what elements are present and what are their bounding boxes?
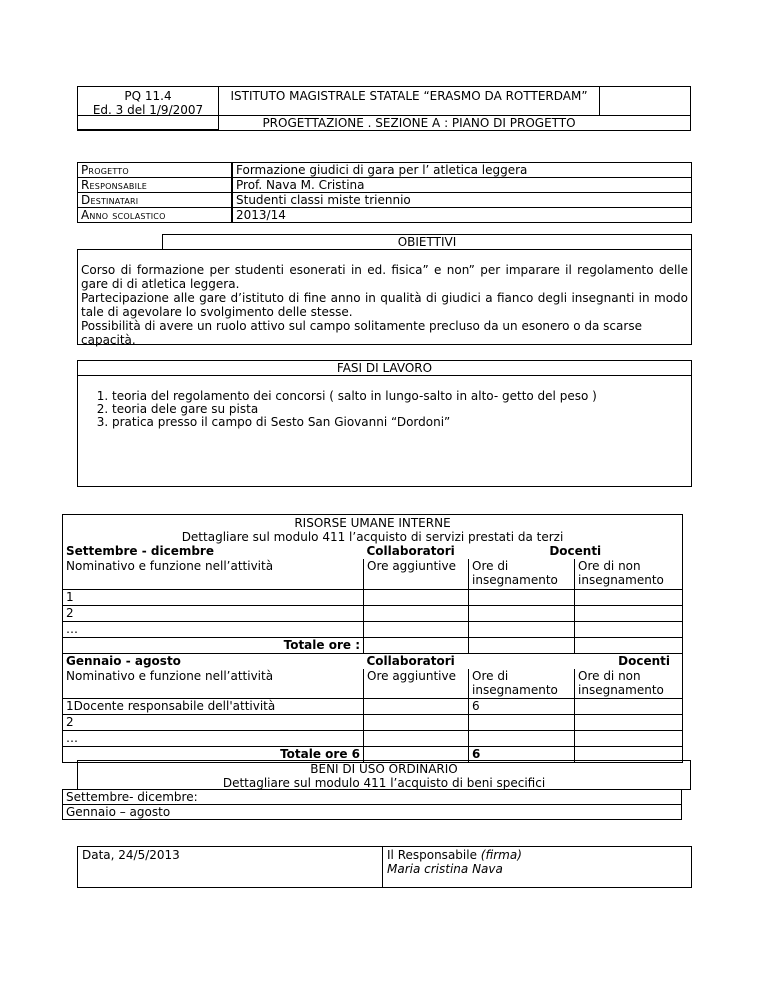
table-row: 1Docente responsabile dell'attività xyxy=(63,699,364,715)
header-edition: Ed. 3 del 1/9/2007 xyxy=(92,103,204,117)
footer-signature-name: Maria cristina Nava xyxy=(387,862,503,876)
goods-subtitle: Dettagliare sul modulo 411 l’acquisto di beni specifici xyxy=(222,776,546,790)
value-responsabile: Prof. Nava M. Cristina xyxy=(233,178,692,193)
label-responsabile: Responsabile xyxy=(78,178,232,193)
hr-title-cell xyxy=(63,515,683,545)
footer-responsible xyxy=(387,848,687,862)
hr-title: RISORSE UMANE INTERNE xyxy=(294,516,451,530)
period2-ore-insegnamento: Ore di insegnamento xyxy=(469,669,575,699)
goods-title: BENI DI USO ORDINARIO xyxy=(310,762,458,776)
period1-collaboratori: Collaboratori xyxy=(366,544,455,558)
label-anno-scolastico: Anno scolastico xyxy=(78,208,232,223)
phase-item: 1. teoria del regolamento dei concorsi ( salto in lungo-salto in alto- getto del peso ) xyxy=(112,390,691,403)
header-institute-cell xyxy=(218,86,600,116)
period1-ore-non-insegnamento: Ore di non insegnamento xyxy=(575,559,683,589)
objectives-paragraph: Partecipazione alle gare d’istituto di fine anno in qualità di giudici a fianco degli insegnanti in modo tale di agevolare lo svolgimento delle stesse. xyxy=(81,291,688,319)
value-progetto: Formazione giudici di gara per l’ atletica leggera xyxy=(233,163,692,178)
human-resources-table xyxy=(62,514,683,763)
value-anno-scolastico: 2013/14 xyxy=(233,208,692,223)
period2-row1-ins: 6 xyxy=(469,699,575,715)
footer-signature-note: (firma) xyxy=(480,848,522,862)
phases-box xyxy=(77,375,692,487)
phase-item: 3. pratica presso il campo di Sesto San Giovanni “Dordoni” xyxy=(112,416,691,429)
table-row: … xyxy=(63,731,364,747)
value-destinatari: Studenti classi miste triennio xyxy=(233,193,692,208)
hr-subtitle: Dettagliare sul modulo 411 l’acquisto di servizi prestati da terzi xyxy=(181,530,564,544)
phases-list xyxy=(78,390,691,429)
period2-label: Gennaio - agosto xyxy=(63,653,364,669)
period1-nominativo: Nominativo e funzione nell’attività xyxy=(63,559,364,589)
period2-ore-aggiuntive: Ore aggiuntive xyxy=(364,669,469,699)
objectives-title: OBIETTIVI xyxy=(397,235,457,249)
project-info-labels xyxy=(77,162,232,223)
phases-title-box xyxy=(77,360,692,376)
goods-row-label: Settembre- dicembre: xyxy=(66,790,198,804)
period1-ore-aggiuntive: Ore aggiuntive xyxy=(364,559,469,589)
objectives-box xyxy=(77,249,692,345)
phase-item: 2. teoria dele gare su pista xyxy=(112,403,691,416)
header-institute: ISTITUTO MAGISTRALE STATALE “ERASMO DA ROTTERDAM” xyxy=(230,89,588,103)
table-row: … xyxy=(63,621,364,637)
header-section-title: PROGETTAZIONE . SEZIONE A : PIANO DI PROGETTO xyxy=(262,116,576,130)
period2-ore-non-insegnamento: Ore di non insegnamento xyxy=(575,669,683,699)
label-destinatari: Destinatari xyxy=(78,193,232,208)
header-code: PQ 11.4 xyxy=(124,89,172,103)
goods-row xyxy=(62,789,682,805)
header-logo-cell xyxy=(599,86,691,116)
table-row: 2 xyxy=(63,715,364,731)
period1-ore-insegnamento: Ore di insegnamento xyxy=(469,559,575,589)
objectives-paragraph: Corso di formazione per studenti esonerati in ed. fisica” e non” per imparare il regolamento delle gare di di atletica leggera. xyxy=(81,263,688,291)
header-section-cell xyxy=(77,115,691,131)
objectives-title-box xyxy=(162,234,692,250)
objectives-paragraph: Possibilità di avere un ruolo attivo sul campo solitamente precluso da un esonero o da scarse capacità. xyxy=(81,319,642,347)
footer-responsible-label: Il Responsabile xyxy=(387,848,477,862)
label-progetto: Progetto xyxy=(78,163,232,178)
period2-total-ins: 6 xyxy=(469,747,575,763)
period2-nominativo: Nominativo e funzione nell’attività xyxy=(63,669,364,699)
footer-date-box xyxy=(77,846,383,888)
period2-total: Totale ore 6 xyxy=(63,747,364,763)
period1-docenti: Docenti xyxy=(469,544,683,559)
footer-signature-box xyxy=(382,846,692,888)
period1-label: Settembre - dicembre xyxy=(63,544,364,559)
goods-row xyxy=(62,804,682,820)
table-row: 2 xyxy=(63,605,364,621)
footer-date: Data, 24/5/2013 xyxy=(82,848,180,862)
period2-docenti: Docenti xyxy=(469,653,683,669)
project-info-values xyxy=(232,162,692,223)
table-row: 1 xyxy=(63,589,364,605)
period2-collaboratori: Collaboratori xyxy=(366,653,455,668)
goods-row-label: Gennaio – agosto xyxy=(66,805,171,819)
goods-title-box xyxy=(77,760,691,790)
phases-title: FASI DI LAVORO xyxy=(336,361,433,375)
period1-total: Totale ore : xyxy=(63,637,364,653)
